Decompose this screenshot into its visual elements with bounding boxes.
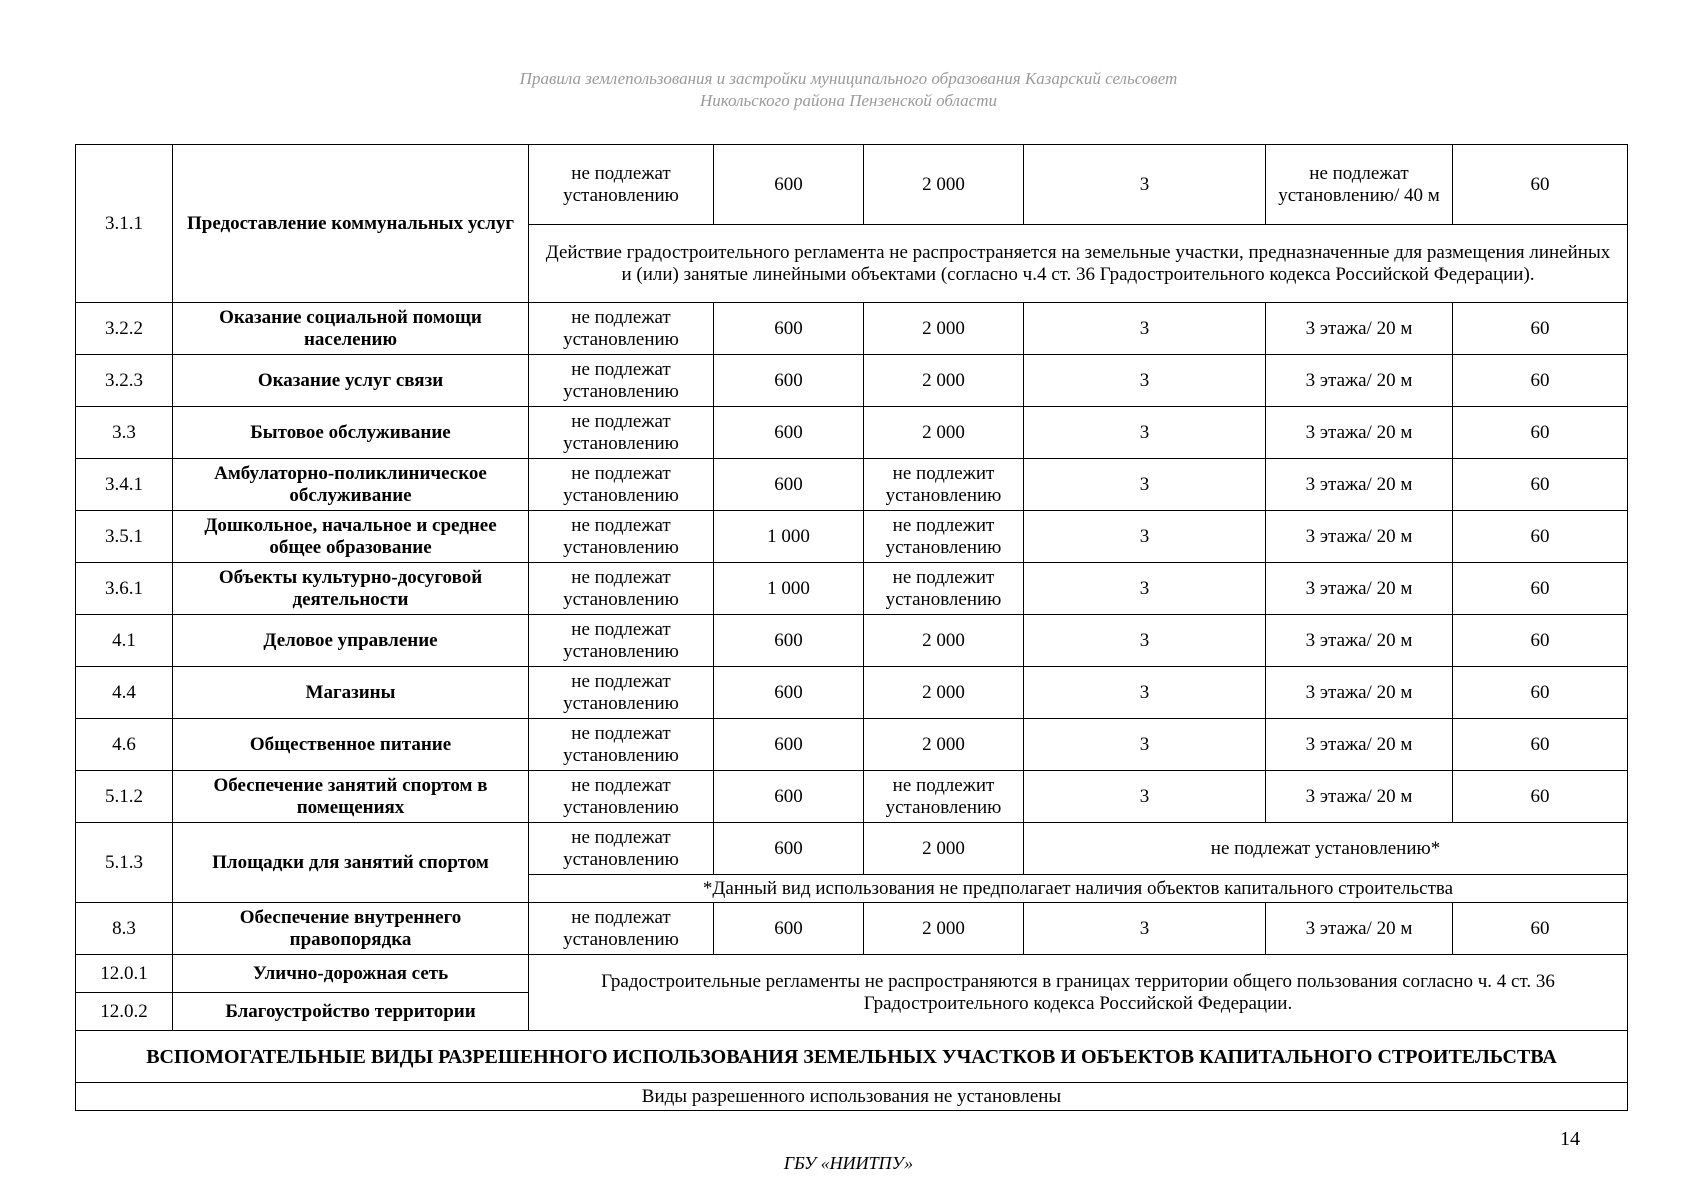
min-area: 600 <box>714 719 864 771</box>
table-row <box>76 955 1628 993</box>
max-coverage: 60 <box>1453 145 1628 225</box>
row-name: Предоставление коммунальных услуг <box>173 145 529 303</box>
row-name: Оказание социальной помощи населению <box>173 303 529 355</box>
min-area: 1 000 <box>714 563 864 615</box>
row-name: Обеспечение внутреннего правопорядка <box>173 903 529 955</box>
max-coverage: 60 <box>1453 355 1628 407</box>
table-row <box>76 145 1628 225</box>
max-height: 3 этажа/ 20 м <box>1266 667 1453 719</box>
table-row <box>76 511 1628 563</box>
min-setback: не подлежат установлению <box>529 145 714 225</box>
setback: 3 <box>1024 615 1266 667</box>
max-coverage: 60 <box>1453 615 1628 667</box>
table-row <box>76 823 1628 875</box>
max-area: 2 000 <box>864 667 1024 719</box>
min-area: 600 <box>714 667 864 719</box>
row-note: Действие градостроительного регламента не распространяется на земельные участки, предназначенные для размещения линейных и (или) занятые линейными объектами (согласно ч.4 ст. 36 Градостроительного кодекса Российской Федерации). <box>529 225 1628 303</box>
min-setback: не подлежат установлению <box>529 771 714 823</box>
max-area: 2 000 <box>864 407 1024 459</box>
row-name: Магазины <box>173 667 529 719</box>
row-name: Благоустройство территории <box>173 993 529 1031</box>
header-line-1: Правила землепользования и застройки муниципального образования Казарский сельсовет <box>519 69 1178 88</box>
table-row <box>76 355 1628 407</box>
max-coverage: 60 <box>1453 303 1628 355</box>
setback: 3 <box>1024 771 1266 823</box>
setback: 3 <box>1024 903 1266 955</box>
max-coverage: 60 <box>1453 511 1628 563</box>
table-row <box>76 771 1628 823</box>
setback: 3 <box>1024 563 1266 615</box>
max-coverage: 60 <box>1453 719 1628 771</box>
table-row <box>76 719 1628 771</box>
max-coverage: 60 <box>1453 771 1628 823</box>
row-name: Дошкольное, начальное и среднее общее образование <box>173 511 529 563</box>
min-setback: не подлежат установлению <box>529 355 714 407</box>
setback: 3 <box>1024 511 1266 563</box>
row-note: *Данный вид использования не предполагает наличия объектов капитального строительства <box>529 875 1628 903</box>
row-name: Общественное питание <box>173 719 529 771</box>
min-setback: не подлежат установлению <box>529 903 714 955</box>
row-name: Бытовое обслуживание <box>173 407 529 459</box>
row-name: Обеспечение занятий спортом в помещениях <box>173 771 529 823</box>
row-name: Амбулаторно-поликлиническое обслуживание <box>173 459 529 511</box>
max-height: 3 этажа/ 20 м <box>1266 511 1453 563</box>
page-number: 14 <box>1560 1128 1580 1150</box>
row-code: 3.1.1 <box>76 145 173 303</box>
max-height: не подлежат установлению/ 40 м <box>1266 145 1453 225</box>
table-row <box>76 615 1628 667</box>
setback: 3 <box>1024 355 1266 407</box>
max-coverage: 60 <box>1453 459 1628 511</box>
row-code: 3.2.2 <box>76 303 173 355</box>
min-setback: не подлежат установлению <box>529 303 714 355</box>
max-area: 2 000 <box>864 615 1024 667</box>
regulations-table <box>75 144 1628 1111</box>
row-name: Оказание услуг связи <box>173 355 529 407</box>
road-note: Градостроительные регламенты не распространяются в границах территории общего пользования согласно ч. 4 ст. 36 Градостроительного кодекса Российской Федерации. <box>529 955 1628 1031</box>
max-area: не подлежит установлению <box>864 563 1024 615</box>
max-height: 3 этажа/ 20 м <box>1266 615 1453 667</box>
max-area: не подлежит установлению <box>864 771 1024 823</box>
section-note: Виды разрешенного использования не установлены <box>76 1083 1628 1111</box>
table-row <box>76 407 1628 459</box>
row-code: 3.3 <box>76 407 173 459</box>
max-height: 3 этажа/ 20 м <box>1266 459 1453 511</box>
setback: 3 <box>1024 303 1266 355</box>
max-height: 3 этажа/ 20 м <box>1266 903 1453 955</box>
document-footer: ГБУ «НИИТПУ» <box>783 1153 914 1173</box>
section-title: ВСПОМОГАТЕЛЬНЫЕ ВИДЫ РАЗРЕШЕННОГО ИСПОЛЬЗОВАНИЯ ЗЕМЕЛЬНЫХ УЧАСТКОВ И ОБЪЕКТОВ КАПИТАЛЬНОГО СТРОИТЕЛЬСТВА <box>76 1031 1628 1083</box>
min-area: 600 <box>714 355 864 407</box>
min-setback: не подлежат установлению <box>529 563 714 615</box>
max-area: 2 000 <box>864 719 1024 771</box>
max-coverage: 60 <box>1453 407 1628 459</box>
min-area: 600 <box>714 303 864 355</box>
row-code: 3.2.3 <box>76 355 173 407</box>
min-setback: не подлежат установлению <box>529 667 714 719</box>
min-setback: не подлежат установлению <box>529 719 714 771</box>
table-row <box>76 303 1628 355</box>
row-code: 5.1.2 <box>76 771 173 823</box>
row-code: 4.1 <box>76 615 173 667</box>
max-height: 3 этажа/ 20 м <box>1266 303 1453 355</box>
row-code: 12.0.2 <box>76 993 173 1031</box>
max-area: 2 000 <box>864 303 1024 355</box>
table-row <box>76 667 1628 719</box>
row-code: 5.1.3 <box>76 823 173 903</box>
setback: 3 <box>1024 407 1266 459</box>
max-height: 3 этажа/ 20 м <box>1266 407 1453 459</box>
row-code: 12.0.1 <box>76 955 173 993</box>
document-header <box>0 68 1697 112</box>
max-area: 2 000 <box>864 903 1024 955</box>
setback: 3 <box>1024 459 1266 511</box>
min-area: 600 <box>714 615 864 667</box>
min-setback: не подлежат установлению <box>529 459 714 511</box>
max-area: не подлежит установлению <box>864 511 1024 563</box>
row-name: Улично-дорожная сеть <box>173 955 529 993</box>
max-height: 3 этажа/ 20 м <box>1266 563 1453 615</box>
row-code: 4.4 <box>76 667 173 719</box>
max-area: 2 000 <box>864 145 1024 225</box>
row-code: 4.6 <box>76 719 173 771</box>
min-area: 600 <box>714 407 864 459</box>
min-area: 600 <box>714 771 864 823</box>
max-height: 3 этажа/ 20 м <box>1266 355 1453 407</box>
row-code: 3.5.1 <box>76 511 173 563</box>
table-row <box>76 903 1628 955</box>
row-name: Объекты культурно-досуговой деятельности <box>173 563 529 615</box>
max-area: 2 000 <box>864 823 1024 875</box>
min-area: 600 <box>714 145 864 225</box>
table-row <box>76 563 1628 615</box>
max-area: 2 000 <box>864 355 1024 407</box>
min-area: 600 <box>714 903 864 955</box>
section-row <box>76 1031 1628 1083</box>
row-code: 3.6.1 <box>76 563 173 615</box>
row-name: Деловое управление <box>173 615 529 667</box>
row-code: 3.4.1 <box>76 459 173 511</box>
header-line-2: Никольского района Пензенской области <box>699 91 998 110</box>
max-coverage: 60 <box>1453 563 1628 615</box>
max-coverage: 60 <box>1453 667 1628 719</box>
min-setback: не подлежат установлению <box>529 511 714 563</box>
row-code: 8.3 <box>76 903 173 955</box>
section-note-row <box>76 1083 1628 1111</box>
setback: 3 <box>1024 145 1266 225</box>
table-row <box>76 459 1628 511</box>
min-setback: не подлежат установлению <box>529 615 714 667</box>
min-area: 1 000 <box>714 511 864 563</box>
max-height: 3 этажа/ 20 м <box>1266 771 1453 823</box>
max-area: не подлежит установлению <box>864 459 1024 511</box>
max-height: 3 этажа/ 20 м <box>1266 719 1453 771</box>
min-area: 600 <box>714 459 864 511</box>
setback: 3 <box>1024 667 1266 719</box>
setback: 3 <box>1024 719 1266 771</box>
min-area: 600 <box>714 823 864 875</box>
merged-params: не подлежат установлению* <box>1024 823 1628 875</box>
max-coverage: 60 <box>1453 903 1628 955</box>
min-setback: не подлежат установлению <box>529 407 714 459</box>
min-setback: не подлежат установлению <box>529 823 714 875</box>
row-name: Площадки для занятий спортом <box>173 823 529 903</box>
